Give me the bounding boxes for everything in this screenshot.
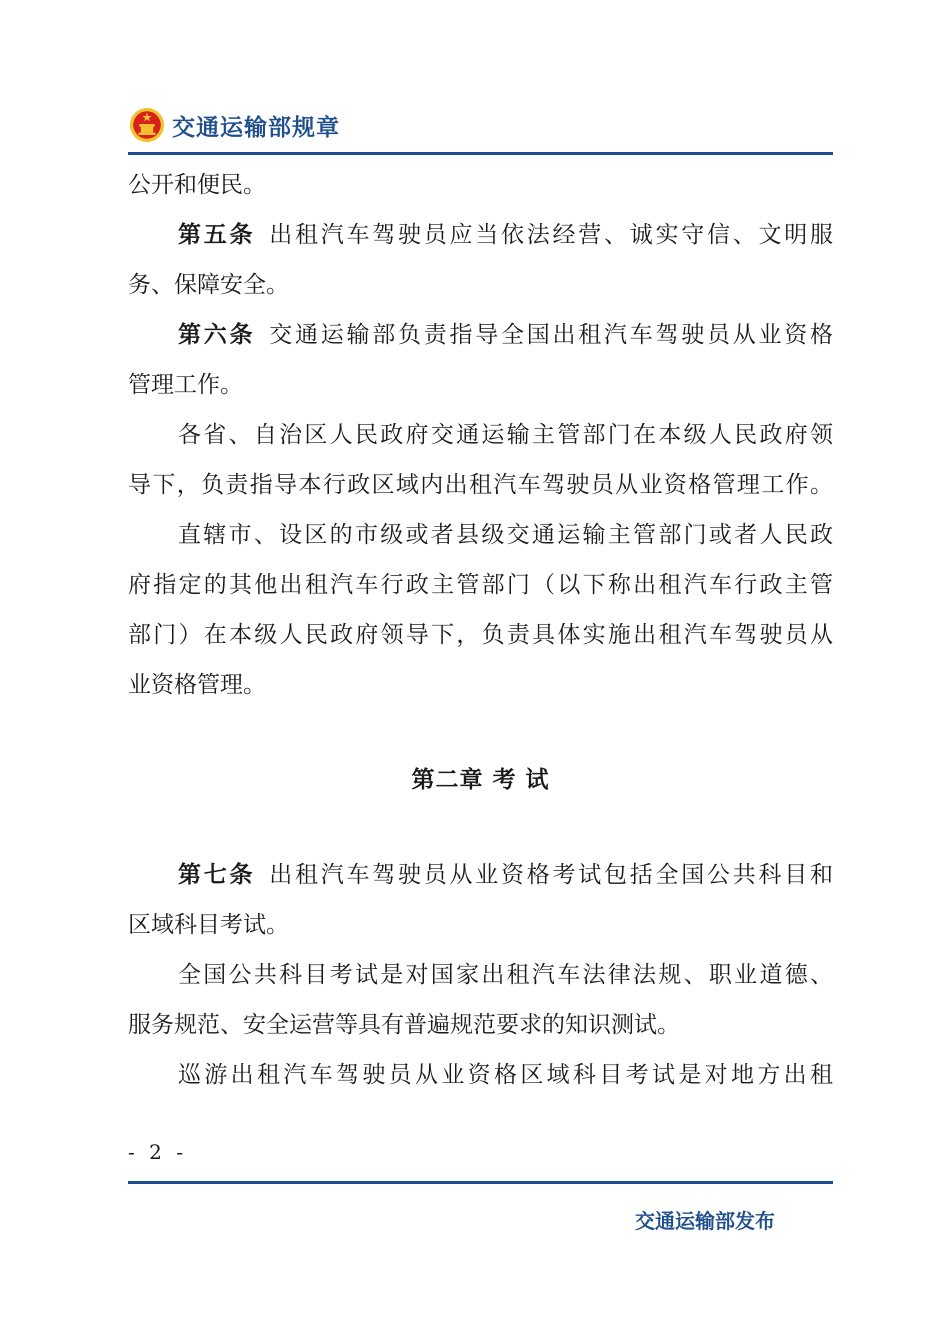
document-body xyxy=(128,160,833,1100)
article-6-text: 交通运输部负责指导全国出租汽车驾驶员从业资格 xyxy=(269,322,833,348)
article-6-line-1 xyxy=(128,310,833,360)
paragraph-4-line-1: 巡游出租汽车驾驶员从业资格区域科目考试是对地方出租 xyxy=(178,1062,833,1088)
paragraph-2-line-4: 业资格管理。 xyxy=(128,672,266,698)
document-header xyxy=(128,100,340,150)
page-number: - 2 - xyxy=(128,1140,187,1164)
article-6-label: 第六条 xyxy=(178,322,256,348)
article-5-line-1 xyxy=(128,210,833,260)
header-divider xyxy=(128,152,833,155)
paragraph-2-line-2: 府指定的其他出租汽车行政主管部门（以下称出租汽车行政主管 xyxy=(128,572,833,598)
article-7-text: 出租汽车驾驶员从业资格考试包括全国公共科目和 xyxy=(269,862,833,888)
body-line: 公开和便民。 xyxy=(128,172,266,198)
article-7-label: 第七条 xyxy=(178,862,256,888)
paragraph-2-line-1: 直辖市、设区的市级或者县级交通运输主管部门或者人民政 xyxy=(178,522,833,548)
paragraph-2-line-3: 部门）在本级人民政府领导下，负责具体实施出租汽车驾驶员从 xyxy=(128,622,833,648)
paragraph-1-line-2: 导下，负责指导本行政区域内出租汽车驾驶员从业资格管理工作。 xyxy=(128,472,833,498)
paragraph-1-line-1: 各省、自治区人民政府交通运输主管部门在本级人民政府领 xyxy=(178,422,833,448)
chapter-heading: 第二章 考 试 xyxy=(411,767,550,793)
article-5-text: 出租汽车驾驶员应当依法经营、诚实守信、文明服 xyxy=(269,222,833,248)
article-7-line-1 xyxy=(128,850,833,900)
paragraph-3-line-1: 全国公共科目考试是对国家出租汽车法律法规、职业道德、 xyxy=(178,962,833,988)
article-6-line-2: 管理工作。 xyxy=(128,372,243,398)
article-7-line-2: 区域科目考试。 xyxy=(128,912,289,938)
header-title: 交通运输部规章 xyxy=(172,114,340,141)
footer-divider xyxy=(128,1181,833,1184)
footer-publisher: 交通运输部发布 xyxy=(635,1209,775,1233)
paragraph-3-line-2: 服务规范、安全运营等具有普遍规范要求的知识测试。 xyxy=(128,1012,680,1038)
article-5-line-2: 务、保障安全。 xyxy=(128,272,289,298)
article-5-label: 第五条 xyxy=(178,222,256,248)
national-emblem-icon xyxy=(128,106,166,144)
